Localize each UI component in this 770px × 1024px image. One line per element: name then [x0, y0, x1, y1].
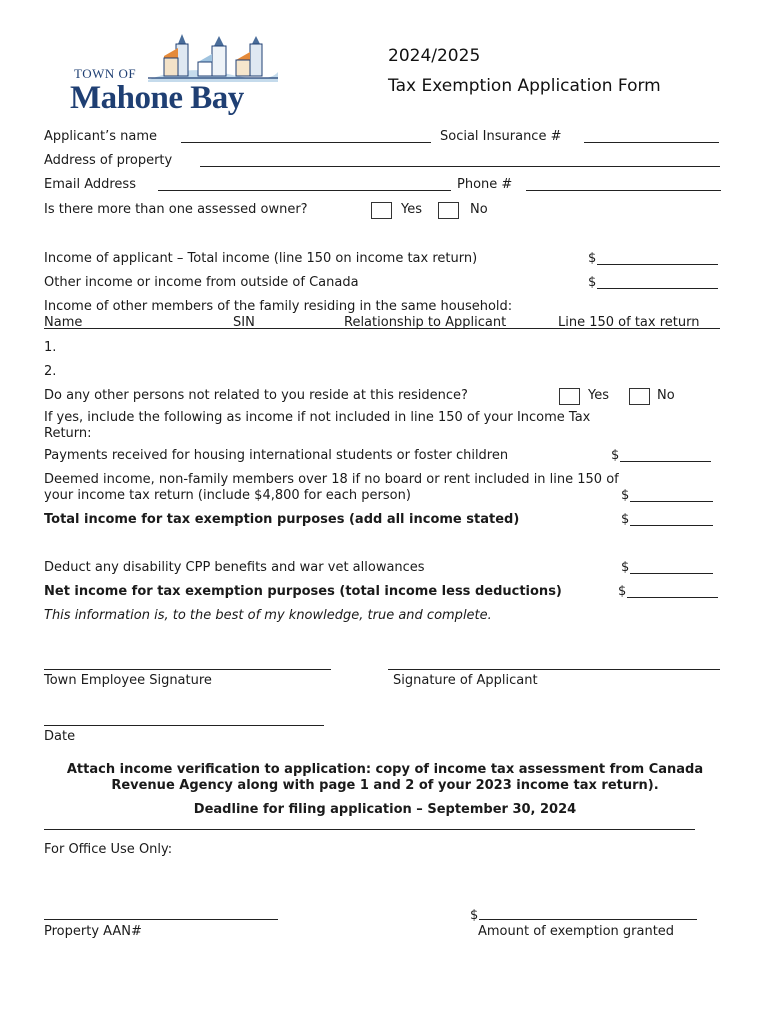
property-aan-field[interactable] — [44, 919, 278, 920]
column-line150: Line 150 of tax return — [558, 315, 700, 330]
form-title: Tax Exemption Application Form — [388, 76, 661, 96]
applicant-income-field[interactable] — [597, 264, 718, 265]
email-label: Email Address — [44, 177, 136, 192]
family-row-2[interactable]: 2. — [44, 364, 57, 379]
assessed-owner-yes-label: Yes — [401, 202, 422, 217]
instruction-line-2: Return: — [44, 426, 92, 441]
deemed-income-line-2: your income tax return (include $4,800 for each person) — [44, 488, 411, 503]
applicant-income-dollar: $ — [588, 251, 597, 266]
phone-field[interactable] — [526, 190, 721, 191]
applicant-name-field[interactable] — [181, 142, 431, 143]
office-divider — [44, 829, 695, 830]
non-related-yes-checkbox[interactable] — [559, 388, 580, 405]
office-use-label: For Office Use Only: — [44, 842, 173, 857]
date-field[interactable] — [44, 725, 324, 726]
logo-town-of: TOWN OF — [74, 66, 137, 81]
assessed-owner-no-label: No — [470, 202, 488, 217]
email-field[interactable] — [158, 190, 451, 191]
sin-field[interactable] — [584, 142, 719, 143]
property-aan-label: Property AAN# — [44, 924, 142, 939]
town-skyline-icon — [148, 34, 278, 82]
non-related-question: Do any other persons not related to you reside at this residence? — [44, 388, 468, 403]
family-row-1[interactable]: 1. — [44, 340, 57, 355]
applicant-income-label: Income of applicant – Total income (line 150 on income tax return) — [44, 251, 478, 266]
deduct-field[interactable] — [630, 573, 713, 574]
exemption-dollar: $ — [470, 908, 479, 923]
other-income-dollar: $ — [588, 275, 597, 290]
logo-town-name: Mahone Bay — [70, 80, 244, 116]
date-label: Date — [44, 729, 76, 744]
column-relationship: Relationship to Applicant — [344, 315, 507, 330]
net-income-field[interactable] — [627, 597, 718, 598]
other-income-label: Other income or income from outside of Canada — [44, 275, 359, 290]
total-income-field[interactable] — [630, 525, 713, 526]
non-related-no-checkbox[interactable] — [629, 388, 650, 405]
family-income-intro: Income of other members of the family residing in the same household: — [44, 299, 513, 314]
town-logo — [68, 34, 278, 124]
sin-label: Social Insurance # — [440, 129, 562, 144]
non-related-yes-label: Yes — [588, 388, 609, 403]
deadline-text: Deadline for filing application – September 30, 2024 — [193, 802, 577, 817]
exemption-amount-field[interactable] — [479, 919, 697, 920]
form-year: 2024/2025 — [388, 46, 481, 66]
deduct-dollar: $ — [621, 560, 630, 575]
assessed-owner-question: Is there more than one assessed owner? — [44, 202, 308, 217]
deduct-label: Deduct any disability CPP benefits and war vet allowances — [44, 560, 425, 575]
assessed-owner-yes-checkbox[interactable] — [371, 202, 392, 219]
net-income-label: Net income for tax exemption purposes (total income less deductions) — [44, 584, 562, 599]
non-related-no-label: No — [657, 388, 675, 403]
attach-instruction-line-1: Attach income verification to application: copy of income tax assessment from Canada — [66, 762, 704, 777]
column-name: Name — [44, 315, 83, 330]
deemed-income-dollar: $ — [621, 488, 630, 503]
total-income-label: Total income for tax exemption purposes (add all income stated) — [44, 512, 520, 527]
applicant-name-label: Applicant’s name — [44, 129, 157, 144]
attach-instruction-line-2: Revenue Agency along with page 1 and 2 of your 2023 income tax return). — [111, 778, 659, 793]
other-income-field[interactable] — [597, 288, 718, 289]
address-label: Address of property — [44, 153, 173, 168]
assessed-owner-no-checkbox[interactable] — [438, 202, 459, 219]
instruction-line-1: If yes, include the following as income if not included in line 150 of your Income Tax — [44, 410, 591, 425]
net-income-dollar: $ — [618, 584, 627, 599]
column-sin: SIN — [233, 315, 255, 330]
housing-payments-label: Payments received for housing international students or foster children — [44, 448, 509, 463]
attestation: This information is, to the best of my knowledge, true and complete. — [44, 608, 492, 623]
deemed-income-line-1: Deemed income, non-family members over 18 if no board or rent included in line 150 of — [44, 472, 619, 487]
deemed-income-field[interactable] — [630, 501, 713, 502]
housing-payments-dollar: $ — [611, 448, 620, 463]
phone-label: Phone # — [457, 177, 513, 192]
employee-signature-label: Town Employee Signature — [44, 673, 212, 688]
exemption-amount-label: Amount of exemption granted — [478, 924, 675, 939]
employee-signature-field[interactable] — [44, 669, 331, 670]
housing-payments-field[interactable] — [620, 461, 711, 462]
address-field[interactable] — [200, 166, 720, 167]
total-income-dollar: $ — [621, 512, 630, 527]
applicant-signature-field[interactable] — [388, 669, 720, 670]
applicant-signature-label: Signature of Applicant — [393, 673, 538, 688]
